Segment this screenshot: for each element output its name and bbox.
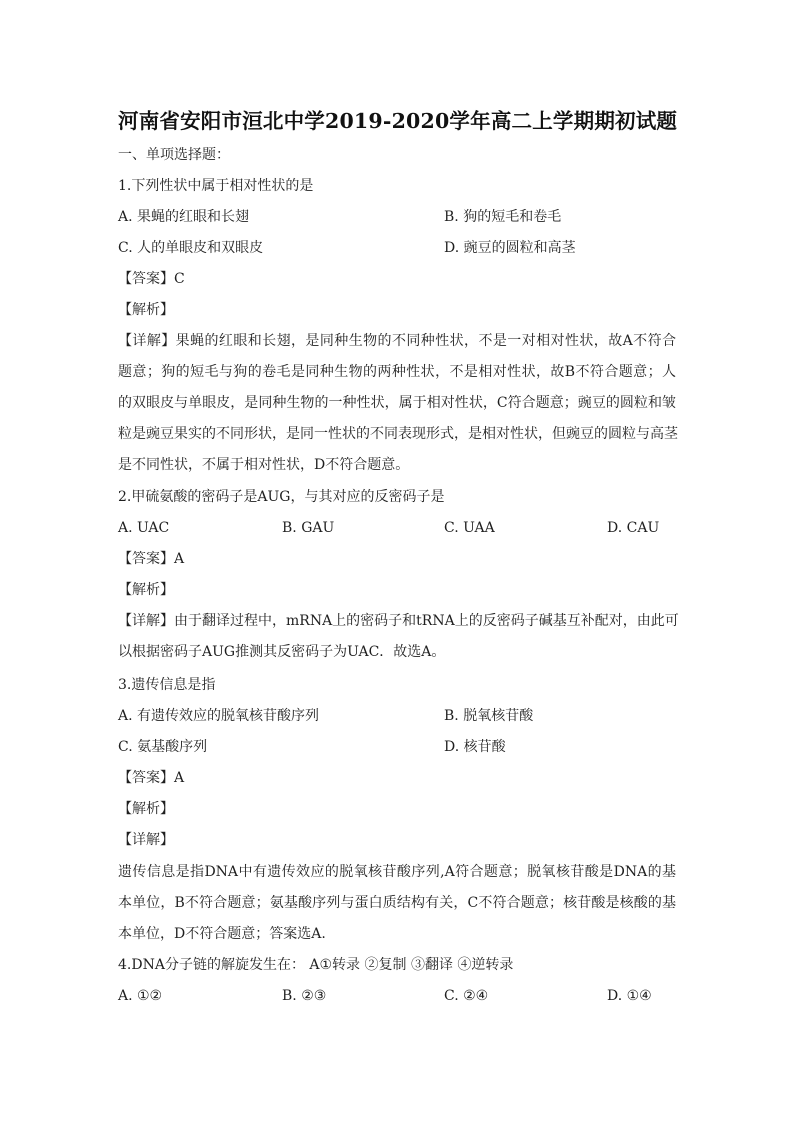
q3-detail-head: 【详解】 bbox=[118, 832, 174, 848]
q1-analysis: 【解析】 bbox=[118, 302, 174, 318]
q1-option-a: A. 果蝇的红眼和长翅 bbox=[118, 209, 250, 225]
q1-option-b: B. 狗的短毛和卷毛 bbox=[444, 209, 562, 225]
q2-detail-line: 以根据密码子AUG推测其反密码子为UAC．故选A。 bbox=[118, 644, 446, 660]
section-heading: 一、单项选择题： bbox=[118, 147, 230, 163]
q3-option-b: B. 脱氧核苷酸 bbox=[444, 708, 534, 724]
q2-answer: 【答案】A bbox=[118, 551, 185, 567]
q1-detail-line: 题意；狗的短毛与狗的卷毛是同种生物的两种性状，不是相对性状，故B不符合题意；人 bbox=[118, 364, 676, 380]
q1-detail-line: 是不同性状，不属于相对性状，D不符合题意。 bbox=[118, 457, 410, 473]
q4-option-d: D. ①④ bbox=[607, 988, 652, 1004]
q3-analysis: 【解析】 bbox=[118, 801, 174, 817]
q2-analysis: 【解析】 bbox=[118, 582, 174, 598]
q4-option-c: C. ②④ bbox=[444, 988, 489, 1004]
q1-detail-line: 粒是豌豆果实的不同形状，是同一性状的不同表现形式，是相对性状，但豌豆的圆粒与高茎 bbox=[118, 426, 678, 442]
q2-option-c: C. UAA bbox=[444, 520, 495, 536]
q1-detail-line: 的双眼皮与单眼皮，是同种生物的一种性状，属于相对性状，C符合题意；豌豆的圆粒和皱 bbox=[118, 395, 676, 411]
q2-stem: 2.甲硫氨酸的密码子是AUG，与其对应的反密码子是 bbox=[118, 489, 445, 505]
q3-answer: 【答案】A bbox=[118, 770, 185, 786]
q3-option-d: D. 核苷酸 bbox=[444, 739, 506, 755]
q4-option-a: A. ①② bbox=[118, 988, 163, 1004]
q2-option-d: D. CAU bbox=[607, 520, 660, 536]
q3-option-c: C. 氨基酸序列 bbox=[118, 739, 208, 755]
q3-detail-line: 本单位，B不符合题意；氨基酸序列与蛋白质结构有关，C不符合题意；核苷酸是核酸的基 bbox=[118, 895, 676, 911]
q1-detail-line: 【详解】果蝇的红眼和长翅，是同种生物的不同种性状，不是一对相对性状，故A不符合 bbox=[118, 333, 676, 349]
q1-option-c: C. 人的单眼皮和双眼皮 bbox=[118, 240, 264, 256]
page-title: 河南省安阳市洹北中学2019-2020学年高二上学期期初试题 bbox=[118, 109, 678, 133]
q3-stem: 3.遗传信息是指 bbox=[118, 677, 216, 693]
q1-option-d: D. 豌豆的圆粒和高茎 bbox=[444, 240, 576, 256]
q1-answer: 【答案】C bbox=[118, 271, 185, 287]
q2-option-a: A. UAC bbox=[118, 520, 170, 536]
q4-stem: 4.DNA分子链的解旋发生在： A①转录 ②复制 ③翻译 ④逆转录 bbox=[118, 957, 514, 973]
q4-option-b: B. ②③ bbox=[282, 988, 327, 1004]
q3-option-a: A. 有遗传效应的脱氧核苷酸序列 bbox=[118, 708, 320, 724]
q1-stem: 1.下列性状中属于相对性状的是 bbox=[118, 178, 314, 194]
q2-option-b: B. GAU bbox=[282, 520, 335, 536]
q3-detail-line: 遗传信息是指DNA中有遗传效应的脱氧核苷酸序列,A符合题意；脱氧核苷酸是DNA的基 bbox=[118, 864, 676, 880]
q3-detail-line: 本单位，D不符合题意；答案选A. bbox=[118, 926, 326, 942]
q2-detail-line: 【详解】由于翻译过程中，mRNA上的密码子和tRNA上的反密码子碱基互补配对，由此可 bbox=[118, 613, 679, 629]
